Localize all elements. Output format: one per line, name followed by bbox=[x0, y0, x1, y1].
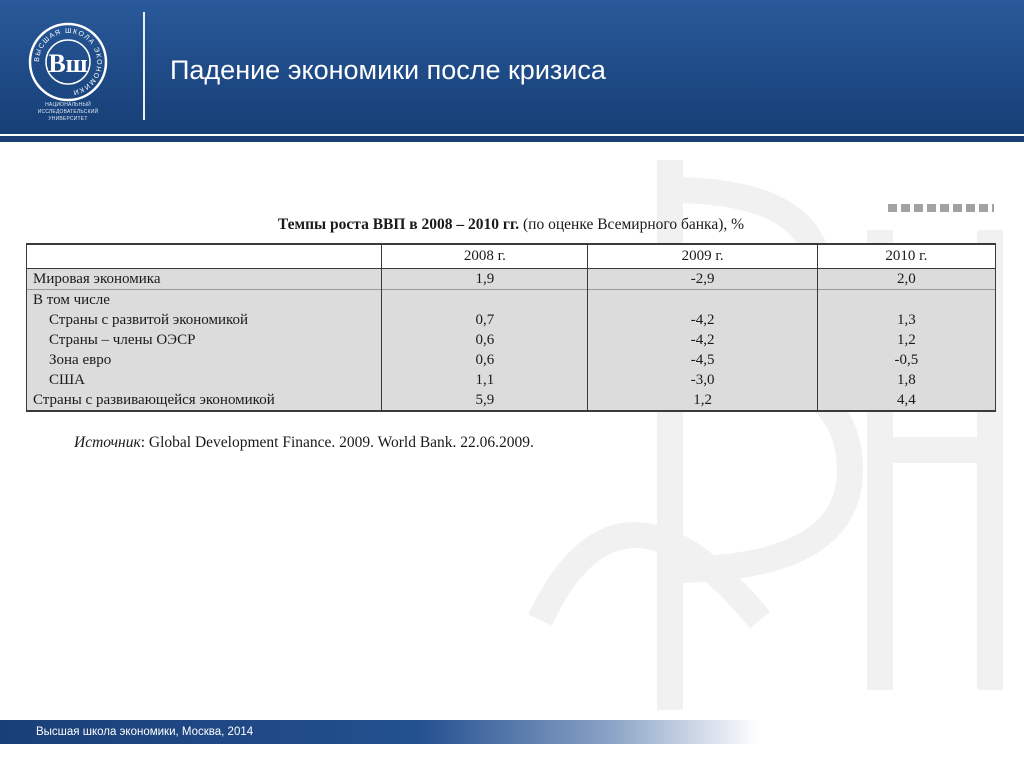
slide-header bbox=[0, 0, 1024, 134]
cell-2008: 1,9 bbox=[382, 269, 588, 290]
column-header-label bbox=[27, 244, 382, 269]
gdp-growth-table bbox=[26, 243, 996, 412]
cell-2008: 0,6 bbox=[382, 330, 588, 350]
slide-footer bbox=[0, 720, 760, 744]
cell-2009: -4,2 bbox=[588, 330, 817, 350]
cell-2010: 1,3 bbox=[817, 310, 995, 330]
slide-title: Падение экономики после кризиса bbox=[170, 55, 606, 85]
cell-2008: 0,7 bbox=[382, 310, 588, 330]
cell-2010: 4,4 bbox=[817, 390, 995, 411]
cropped-table-label bbox=[888, 204, 994, 212]
cell-2010 bbox=[817, 290, 995, 311]
hse-logo bbox=[28, 22, 108, 102]
source-label: Источник bbox=[74, 434, 141, 451]
column-header-2008: 2008 г. bbox=[382, 244, 588, 269]
table-row bbox=[27, 350, 996, 370]
cell-2009: -4,2 bbox=[588, 310, 817, 330]
hse-watermark bbox=[520, 150, 1024, 720]
table-row bbox=[27, 330, 996, 350]
cell-2009: -3,0 bbox=[588, 370, 817, 390]
cell-2010: 2,0 bbox=[817, 269, 995, 290]
cell-2008: 5,9 bbox=[382, 390, 588, 411]
cell-2009: -2,9 bbox=[588, 269, 817, 290]
row-label: Мировая экономика bbox=[27, 269, 382, 290]
table-row bbox=[27, 370, 996, 390]
row-label: Зона евро bbox=[27, 350, 382, 370]
logo-monogram: Вш bbox=[48, 49, 88, 78]
source-text: : Global Development Finance. 2009. World Bank. 22.06.2009. bbox=[140, 434, 534, 451]
cell-2009: 1,2 bbox=[588, 390, 817, 411]
cell-2010: 1,2 bbox=[817, 330, 995, 350]
cell-2009: -4,5 bbox=[588, 350, 817, 370]
column-header-2009: 2009 г. bbox=[588, 244, 817, 269]
header-rule bbox=[0, 134, 1024, 142]
column-header-2010: 2010 г. bbox=[817, 244, 995, 269]
logo-ring-text: ВЫСШАЯ ШКОЛА ЭКОНОМИКИ bbox=[33, 27, 103, 96]
row-label: США bbox=[27, 370, 382, 390]
table-row bbox=[27, 269, 996, 290]
row-label: Страны с развитой экономикой bbox=[27, 310, 382, 330]
cell-2008: 1,1 bbox=[382, 370, 588, 390]
source-note bbox=[74, 434, 534, 452]
cell-2008 bbox=[382, 290, 588, 311]
header-divider bbox=[143, 12, 145, 120]
row-label: Страны с развивающейся экономикой bbox=[27, 390, 382, 411]
table-row bbox=[27, 390, 996, 411]
table-caption-rest: (по оценке Всемирного банка), % bbox=[519, 216, 745, 233]
cell-2010: 1,8 bbox=[817, 370, 995, 390]
footer-text: Высшая школа экономики, Москва, 2014 bbox=[36, 726, 254, 738]
table-row bbox=[27, 310, 996, 330]
table-caption-bold: Темпы роста ВВП в 2008 – 2010 гг. bbox=[277, 216, 520, 233]
cell-2010: -0,5 bbox=[817, 350, 995, 370]
table-row bbox=[27, 290, 996, 311]
logo-caption: НАЦИОНАЛЬНЫЙ ИССЛЕДОВАТЕЛЬСКИЙ УНИВЕРСИТЕТ bbox=[37, 102, 99, 122]
row-label: В том числе bbox=[27, 290, 382, 311]
cell-2008: 0,6 bbox=[382, 350, 588, 370]
row-label: Страны – члены ОЭСР bbox=[27, 330, 382, 350]
table-header-row bbox=[27, 244, 996, 269]
table-caption bbox=[26, 216, 996, 234]
cell-2009 bbox=[588, 290, 817, 311]
